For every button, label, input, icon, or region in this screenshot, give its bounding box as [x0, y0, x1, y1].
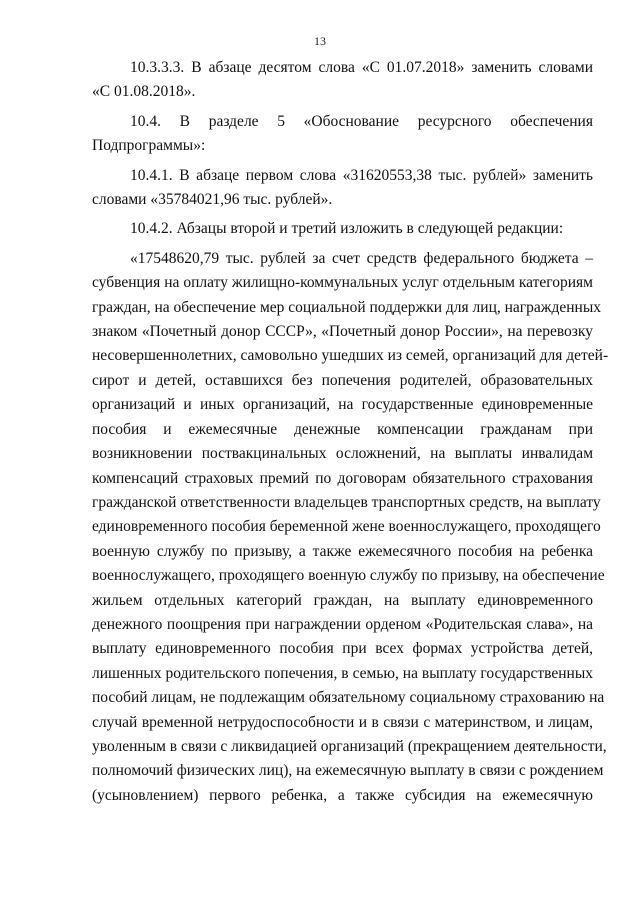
text-line: «С 01.08.2018». [92, 83, 196, 101]
paragraph [92, 247, 609, 808]
text-line: случай временной нетрудоспособности и в связи с материнством, и лицам, [92, 713, 593, 731]
paragraph [92, 56, 593, 105]
document-body [92, 56, 609, 813]
text-line: 10.3.3.3. В абзаце десятом слова «С 01.07.2018» заменить словами [130, 59, 593, 76]
page-number: 13 [314, 34, 326, 48]
text-line: компенсаций страховых премий по договорам обязательного страхования [92, 469, 593, 487]
text-line: гражданской ответственности владельцев транспортных средств, на выплату [92, 493, 601, 511]
text-line: Подпрограммы»: [92, 137, 206, 155]
text-line: военную службу по призыву, а также ежемесячного пособия на ребенка [92, 542, 593, 560]
paragraph [92, 217, 593, 241]
text-line: сирот и детей, оставшихся без попечения родителей, образовательных [92, 371, 593, 389]
text-line: «17548620,79 тыс. рублей за счет средств федерального бюджета – [130, 249, 593, 267]
text-line: возникновении поствакцинальных осложнений, на выплаты инвалидам [92, 445, 593, 463]
text-line: лишенных родительского попечения, в семью, на выплату государственных [92, 664, 593, 682]
text-line: 10.4.2. Абзацы второй и третий изложить в следующей редакции: [130, 220, 564, 238]
text-line: 10.4. В разделе 5 «Обоснование ресурсного обеспечения [130, 112, 593, 130]
text-line: граждан, на обеспечение мер социальной поддержки для лиц, награжденных [92, 298, 602, 316]
text-line: словами «35784021,96 тыс. рублей». [92, 191, 333, 209]
text-line: организаций и иных организаций, на государственные единовременные [92, 396, 593, 414]
text-line: военнослужащего, проходящего военную службу по призыву, на обеспечение [92, 567, 605, 585]
text-line: денежного поощрения при награждении орденом «Родительская слава», на [92, 615, 593, 633]
paragraph [92, 110, 593, 159]
text-line: (усыновлением) первого ребенка, а также субсидия на ежемесячную [92, 786, 593, 804]
text-line: пособия и ежемесячные денежные компенсации гражданам при [92, 420, 593, 438]
text-line: полномочий физических лиц), на ежемесячную выплату в связи с рождением [92, 762, 604, 780]
text-line: единовременного пособия беременной жене военнослужащего, проходящего [92, 518, 601, 536]
text-line: жильем отдельных категорий граждан, на выплату единовременного [92, 591, 593, 609]
paragraph [92, 164, 593, 213]
text-line: несовершеннолетних, самовольно ушедших из семей, организаций для детей- [92, 347, 609, 365]
text-line: пособий лицам, не подлежащим обязательному социальному страхованию на [92, 689, 605, 707]
text-line: субвенция на оплату жилищно-коммунальных услуг отдельным категориям [92, 274, 593, 292]
text-line: уволенным в связи с ликвидацией организаций (прекращением деятельности, [92, 737, 607, 755]
text-line: выплату единовременного пособия при всех формах устройства детей, [92, 640, 593, 658]
text-line: 10.4.1. В абзаце первом слова «31620553,38 тыс. рублей» заменить [130, 166, 593, 184]
text-line: знаком «Почетный донор СССР», «Почетный донор России», на перевозку [92, 323, 593, 341]
